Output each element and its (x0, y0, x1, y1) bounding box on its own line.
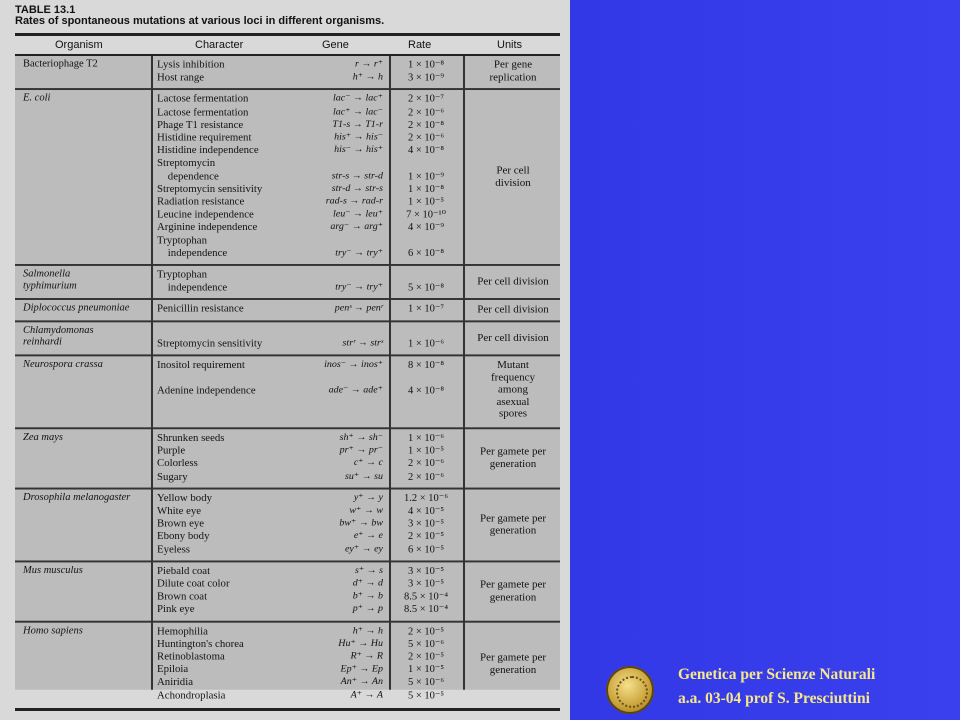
units-cell: Per gamete per generation (480, 512, 546, 537)
rate-cell: 4 × 10⁻⁵ (407, 506, 445, 517)
gene-cell: w⁺ → w (349, 505, 383, 516)
rate-cell: 2 × 10⁻⁶ (407, 132, 445, 144)
character-cell: Hemophilia (157, 625, 208, 637)
rate-cell: 2 × 10⁻⁶ (407, 471, 445, 483)
character-cell: Lactose fermentation (157, 106, 249, 118)
units-cell: Per cell division (477, 276, 549, 288)
character-cell: Tryptophan (157, 234, 207, 247)
character-cell: Pink eye (157, 603, 195, 616)
units-cell: Per cell division (477, 332, 549, 344)
gene-cell: e⁺ → e (353, 530, 383, 542)
organism-name: Zea mays (23, 432, 63, 443)
header-rate: Rate (408, 39, 432, 51)
gene-cell: leu⁻ → leu⁺ (333, 208, 383, 220)
university-seal-logo (606, 666, 654, 714)
character-cell: Adenine independence (157, 384, 256, 397)
character-cell: Host range (157, 71, 205, 84)
organism-group (15, 489, 560, 562)
header-gene: Gene (322, 39, 349, 51)
gene-cell: ey⁺ → ey (344, 543, 383, 555)
organism-name: E. coli (23, 93, 51, 105)
organism-name: Mus musculus (23, 565, 83, 576)
character-cell: Histidine independence (157, 144, 259, 157)
organism-name: Drosophila melanogaster (23, 492, 131, 503)
rate-cell: 1 × 10⁻⁹ (407, 171, 445, 182)
organism-group (15, 356, 560, 429)
gene-cell: R⁺ → R (350, 650, 383, 662)
character-cell: Yellow body (157, 492, 212, 504)
gene-cell: pr⁺ → pr⁻ (339, 444, 383, 456)
organism-group (15, 266, 560, 300)
character-cell: Ebony body (157, 530, 210, 543)
gene-cell: str-s → str-d (331, 170, 383, 181)
organism-name: Neurospora crassa (23, 359, 103, 370)
rate-cell: 1 × 10⁻⁸ (407, 59, 445, 71)
character-cell: Penicillin resistance (157, 303, 244, 315)
table-label: TABLE 13.1 (15, 4, 76, 16)
character-cell: Inositol requirement (157, 359, 245, 371)
rate-cell: 8.5 × 10⁻⁴ (404, 591, 448, 603)
units-cell: Per cell division (495, 165, 531, 189)
character-cell: Streptomycin sensitivity (157, 337, 263, 350)
table-caption: Rates of spontaneous mutations at various loci in different organisms. (15, 15, 385, 27)
organism-name: Chlamydomonas reinhardi (23, 324, 94, 348)
units-cell: Per cell division (477, 304, 549, 316)
rate-cell: 6 × 10⁻⁸ (407, 248, 445, 259)
rate-cell: 1 × 10⁻⁵ (407, 445, 445, 457)
character-cell: Sugary (157, 470, 188, 483)
character-cell: Brown eye (157, 517, 205, 530)
rate-cell: 2 × 10⁻⁷ (407, 94, 445, 105)
footer-course: Genetica per Scienze Naturali (678, 666, 876, 683)
header-organism: Organism (55, 39, 103, 51)
character-cell: Radiation resistance (157, 195, 245, 208)
gene-cell: An⁺ → An (340, 676, 383, 688)
header-units: Units (497, 39, 523, 51)
character-cell: Brown coat (157, 590, 208, 603)
gene-cell: su⁺ → su (344, 470, 383, 482)
gene-cell: d⁺ → d (352, 577, 383, 589)
organism-group (15, 622, 560, 706)
rate-cell: 2 × 10⁻⁸ (407, 119, 445, 131)
gene-cell: try⁻ → try⁺ (335, 281, 383, 293)
gene-cell: A⁺ → A (350, 689, 383, 701)
rate-cell: 2 × 10⁻⁵ (407, 651, 445, 663)
units-cell: Mutant frequency among asexual spores (491, 359, 535, 420)
character-cell: Achondroplasia (157, 689, 226, 702)
character-cell: Aniridia (157, 676, 193, 689)
rate-cell: 4 × 10⁻⁹ (407, 222, 445, 234)
character-cell: Colorless (157, 457, 198, 470)
character-cell: Retinoblastoma (157, 650, 225, 663)
gene-cell: Ep⁺ → Ep (340, 663, 383, 675)
gene-cell: arg⁻ → arg⁺ (330, 221, 383, 233)
organism-group (15, 56, 560, 90)
footer (600, 660, 960, 720)
gene-cell: sh⁺ → sh⁻ (339, 432, 383, 443)
character-cell: Streptomycin sensitivity (157, 183, 263, 195)
gene-cell: y⁺ → y (353, 492, 383, 503)
rate-cell: 1 × 10⁻⁶ (407, 338, 445, 350)
character-cell: White eye (157, 505, 202, 517)
gene-cell: inos⁻ → inos⁺ (324, 359, 383, 370)
rate-cell: 1.2 × 10⁻⁶ (404, 493, 448, 504)
character-cell: Lysis inhibition (157, 58, 225, 71)
character-cell: Epiloia (157, 663, 189, 676)
character-cell: Lactose fermentation (157, 93, 249, 105)
units-cell: Per gamete per generation (480, 652, 546, 676)
gene-cell: T1-s → T1-r (332, 118, 383, 130)
character-cell: Purple (157, 444, 186, 457)
gene-cell: his⁻ → his⁺ (334, 144, 383, 156)
units-cell: Per gamete per generation (480, 579, 546, 603)
character-cell: independence (157, 247, 228, 259)
organism-name: Diplococcus pneumoniae (23, 303, 130, 314)
rate-cell: 8 × 10⁻⁸ (407, 360, 445, 371)
rate-cell: 2 × 10⁻⁵ (407, 531, 445, 543)
gene-cell: p⁺ → p (352, 603, 383, 615)
footer-year-professor: a.a. 03-04 prof S. Presciuttini (678, 690, 870, 707)
rate-cell: 6 × 10⁻⁵ (407, 544, 445, 556)
gene-cell: c⁺ → c (353, 457, 383, 469)
rate-cell: 5 × 10⁻⁶ (407, 677, 445, 689)
character-cell: Huntington's chorea (157, 638, 244, 650)
gene-cell: b⁺ → b (352, 590, 383, 602)
organism-name: Bacteriophage T2 (23, 58, 98, 70)
character-cell: Arginine independence (157, 221, 258, 234)
character-cell: Histidine requirement (157, 131, 252, 144)
character-cell: Tryptophan (157, 268, 207, 281)
gene-cell: s⁺ → s (354, 565, 383, 576)
rate-cell: 3 × 10⁻⁹ (407, 72, 445, 84)
table-body (15, 56, 560, 702)
gene-cell: r → r⁺ (354, 58, 383, 70)
rate-cell: 3 × 10⁻⁵ (407, 566, 445, 577)
rate-cell: 1 × 10⁻⁵ (407, 196, 445, 208)
table-top-rule (15, 33, 560, 36)
gene-cell: ade⁻ → ade⁺ (328, 384, 383, 396)
table-header (15, 38, 560, 54)
header-character: Character (195, 39, 244, 51)
gene-cell: try⁻ → try⁺ (335, 247, 383, 258)
organism-group (15, 562, 560, 622)
rate-cell: 2 × 10⁻⁶ (407, 458, 445, 470)
character-cell: Leucine independence (157, 208, 254, 221)
rate-cell: 1 × 10⁻⁵ (407, 664, 445, 676)
gene-cell: h⁺ → h (352, 71, 383, 83)
character-cell: Eyeless (157, 543, 190, 556)
organism-group (15, 429, 560, 489)
organism-group (15, 322, 560, 356)
character-cell: Phage T1 resistance (157, 118, 244, 131)
rate-cell: 2 × 10⁻⁶ (407, 107, 445, 118)
character-cell: Dilute coat color (157, 577, 230, 590)
gene-cell: strʳ → strˢ (342, 337, 383, 349)
gene-cell: Hu⁺ → Hu (338, 638, 383, 649)
rate-cell: 5 × 10⁻⁶ (407, 638, 445, 650)
organism-group (15, 300, 560, 322)
organism-name: Salmonella typhimurium (23, 268, 77, 292)
character-cell: independence (157, 281, 228, 294)
rate-cell: 2 × 10⁻⁵ (407, 626, 445, 637)
rate-cell: 1 × 10⁻⁷ (407, 304, 445, 315)
organism-name: Homo sapiens (23, 625, 83, 636)
character-cell: Shrunken seeds (157, 432, 225, 444)
rate-cell: 8.5 × 10⁻⁴ (404, 604, 448, 616)
rate-cell: 1 × 10⁻⁶ (407, 433, 445, 444)
rate-cell: 7 × 10⁻¹⁰ (406, 209, 446, 221)
organism-group (15, 90, 560, 266)
rate-cell: 4 × 10⁻⁸ (407, 385, 445, 397)
units-cell: Per gamete per generation (480, 446, 546, 470)
gene-cell: penˢ → penʳ (334, 303, 383, 314)
units-cell: Per gene replication (489, 58, 537, 83)
rate-cell: 3 × 10⁻⁵ (407, 578, 445, 590)
rate-cell: 1 × 10⁻⁸ (407, 184, 445, 195)
character-cell: Piebald coat (157, 565, 211, 577)
gene-cell: lac⁺ → lac⁻ (333, 106, 383, 117)
gene-cell: rad-s → rad-r (325, 195, 383, 207)
table-bottom-rule (15, 708, 560, 711)
rate-cell: 4 × 10⁻⁸ (407, 145, 445, 157)
rate-cell: 5 × 10⁻⁵ (407, 690, 445, 702)
gene-cell: str-d → str-s (331, 183, 383, 194)
gene-cell: lac⁻ → lac⁺ (333, 93, 383, 105)
rate-cell: 3 × 10⁻⁵ (407, 518, 445, 530)
rate-cell: 5 × 10⁻⁸ (407, 282, 445, 294)
gene-cell: his⁺ → his⁻ (334, 131, 383, 143)
gene-cell: bw⁺ → bw (339, 517, 383, 529)
character-cell: Streptomycin (157, 157, 216, 170)
gene-cell: h⁺ → h (352, 625, 383, 636)
character-cell: dependence (157, 170, 219, 182)
